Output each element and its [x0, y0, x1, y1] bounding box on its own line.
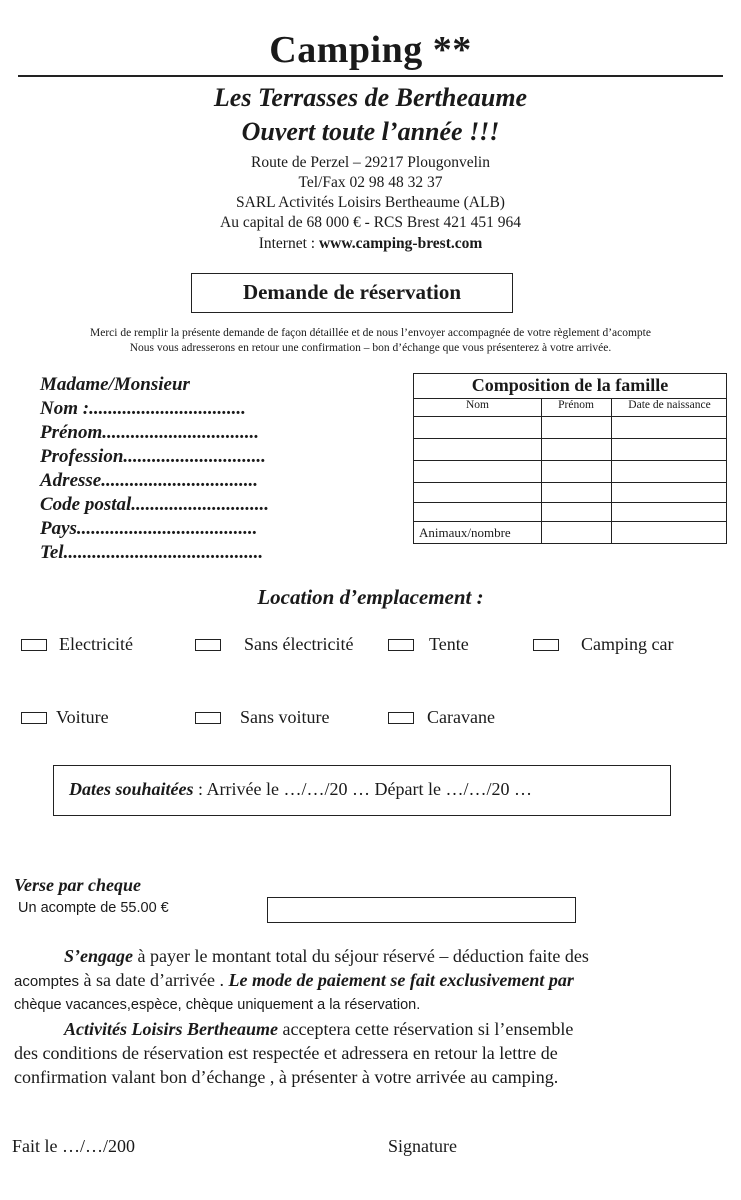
payment-mode-text: Le mode de paiement se fait exclusivement par [228, 970, 574, 990]
table-line [414, 438, 726, 439]
column-header-date-naissance: Date de naissance [628, 399, 711, 411]
table-line [414, 460, 726, 461]
table-column-divider [611, 398, 612, 544]
dates-box[interactable] [53, 765, 671, 816]
company-bold-name: Activités Loisirs Bertheaume [64, 1019, 278, 1039]
signature-label: Signature [388, 1136, 457, 1156]
family-table [413, 373, 727, 544]
camping-car-label: Camping car [581, 634, 674, 654]
title-divider [18, 75, 723, 77]
table-line [414, 502, 726, 503]
terms-line-4 [14, 1018, 739, 1041]
caravane-checkbox[interactable] [388, 712, 414, 724]
salutation-label: Madame/Monsieur [40, 374, 190, 395]
sans-electricite-label: Sans électricité [244, 634, 354, 654]
camping-car-checkbox[interactable] [533, 639, 559, 651]
profession-field[interactable]: Profession.............................. [40, 446, 266, 467]
internet-line [0, 234, 741, 254]
caravane-label: Caravane [427, 707, 495, 727]
pays-field[interactable]: Pays...................................... [40, 518, 258, 539]
tente-checkbox[interactable] [388, 639, 414, 651]
tel-field[interactable]: Tel.......................................... [40, 542, 264, 563]
internet-label: Internet : [258, 235, 319, 252]
column-header-prenom: Prénom [558, 399, 594, 411]
website-link[interactable]: www.camping-brest.com [318, 235, 483, 252]
payment-title: Verse par cheque [14, 875, 141, 895]
terms-text: acceptera cette réservation si l’ensemble [278, 1019, 574, 1039]
terms-line-3: chèque vacances,espèce, chèque uniquement a la réservation. [14, 997, 421, 1013]
adresse-field[interactable]: Adresse................................. [40, 470, 258, 491]
location-title: Location d’emplacement : [257, 585, 484, 609]
engage-label: S’engage [64, 946, 133, 966]
table-line [414, 416, 726, 417]
sans-voiture-label: Sans voiture [240, 707, 330, 727]
capital: Au capital de 68 000 € - RCS Brest 421 451 964 [220, 214, 521, 231]
column-header-nom: Nom [466, 399, 489, 411]
dates-label: Dates souhaitées [69, 779, 194, 799]
voiture-checkbox[interactable] [21, 712, 47, 724]
tente-label: Tente [429, 634, 469, 654]
electricite-checkbox[interactable] [21, 639, 47, 651]
animaux-label: Animaux/nombre [419, 525, 511, 540]
sans-voiture-checkbox[interactable] [195, 712, 221, 724]
company: SARL Activités Loisirs Bertheaume (ALB) [236, 194, 505, 211]
table-column-divider [541, 398, 542, 544]
intro-line-1: Merci de remplir la présente demande de façon détaillée et de nous l’envoyer accompagnée de votre règlement d’acompte [89, 327, 651, 339]
terms-line-1 [14, 945, 739, 968]
terms-line-6: confirmation valant bon d’échange , à présenter à votre arrivée au camping. [14, 1067, 559, 1087]
voiture-label: Voiture [56, 707, 109, 727]
prenom-field[interactable]: Prénom................................. [40, 422, 260, 443]
fait-le-field[interactable]: Fait le …/…/200 [12, 1136, 135, 1156]
table-line [414, 521, 726, 522]
sans-electricite-checkbox[interactable] [195, 639, 221, 651]
dates-text: : Arrivée le …/…/20 … Départ le …/…/20 … [193, 779, 532, 799]
terms-text: à payer le montant total du séjour réservé – déduction faite des [133, 946, 589, 966]
acompte-label: Un acompte de 55.00 € [18, 900, 169, 916]
electricite-label: Electricité [59, 634, 133, 654]
acomptes-word: acomptes [14, 973, 80, 990]
nom-field[interactable]: Nom :................................. [40, 398, 246, 419]
code-postal-field[interactable]: Code postal............................. [40, 494, 270, 515]
phone: Tel/Fax 02 98 48 32 37 [298, 174, 443, 191]
amount-input[interactable] [267, 897, 576, 923]
open-all-year: Ouvert toute l’année !!! [241, 117, 500, 146]
camping-name: Les Terrasses de Bertheaume [213, 83, 528, 112]
terms-line-2 [14, 969, 689, 994]
intro-line-2: Nous vous adresserons en retour une confirmation – bon d’échange que vous présenterez à votre arrivée. [129, 342, 612, 354]
page-title: Camping ** [269, 29, 472, 71]
terms-line-5: des conditions de réservation est respectée et adressera en retour la lettre de [14, 1043, 558, 1063]
table-line [414, 482, 726, 483]
terms-text: à sa date d’arrivée . [79, 970, 229, 990]
address: Route de Perzel – 29217 Plougonvelin [251, 154, 490, 171]
family-table-title: Composition de la famille [471, 375, 669, 395]
form-title: Demande de réservation [191, 273, 513, 313]
